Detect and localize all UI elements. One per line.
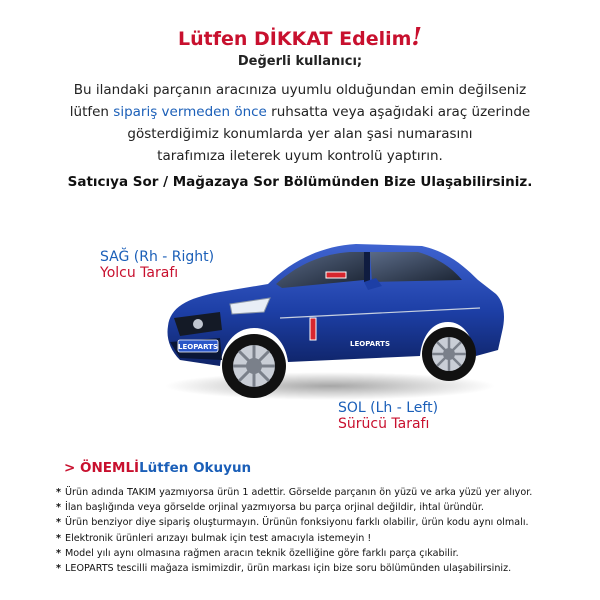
contact-instruction: Satıcıya Sor / Mağazaya Sor Bölümünden Bize Ulaşabilirsiniz. (67, 174, 533, 190)
bullet-star-icon: * (56, 487, 62, 498)
intro-line-4: tarafımıza ileterek uyum kontrolü yaptırın. (157, 148, 443, 164)
note-text: Ürün adında TAKIM yazmıyorsa ürün 1 adettir. Görselde parçanın ön yüzü ve arka yüzü yer alıyor. (65, 487, 533, 498)
intro-line-2-pre: lütfen (69, 104, 114, 120)
right-side-name: Yolcu Tarafı (100, 265, 179, 281)
important-notice (64, 460, 251, 476)
note-item (56, 561, 576, 576)
notice-heading-text: Lütfen DİKKAT Edelim (178, 28, 412, 50)
car-emblem (193, 319, 203, 329)
intro-line-3: gösterdiğimiz konumlarda yer alan şasi numarasını (127, 126, 473, 142)
vin-marker-windshield (326, 272, 346, 278)
intro-paragraph (40, 79, 560, 167)
plate-text: LEOPARTS (178, 343, 218, 351)
note-item (56, 500, 576, 515)
bullet-star-icon: * (56, 547, 62, 559)
notice-heading (0, 22, 600, 51)
bullet-star-icon: * (56, 563, 62, 575)
right-side-code: SAĞ (Rh - Right) (100, 249, 215, 265)
exclamation-mark: ! (411, 22, 422, 51)
important-text: Lütfen Okuyun (139, 460, 252, 476)
note-text: LEOPARTS tescilli mağaza ismimizdir, ürün markası için bize soru bölümünden ulaşabilirsiniz. (65, 563, 512, 575)
left-side-code: SOL (Lh - Left) (338, 400, 439, 416)
bullet-star-icon: * (56, 517, 62, 529)
door-text: LEOPARTS (350, 340, 390, 348)
note-item (56, 546, 576, 561)
car-pillar (364, 252, 370, 282)
vin-marker-door (310, 318, 316, 340)
rear-wheel (422, 327, 476, 381)
important-prefix: > ÖNEMLİ (64, 460, 140, 476)
note-text: Elektronik ürünleri arızayı bulmak için test amacıyla istemeyin ! (65, 532, 372, 544)
front-wheel (222, 334, 286, 398)
note-text: Model yılı aynı olmasına rağmen aracın teknik özelliğine göre farklı parça çıkabilir. (65, 547, 459, 559)
left-side-label (338, 400, 438, 432)
intro-line-2-post: ruhsatta veya aşağıdaki araç üzerinde (266, 104, 531, 120)
car-illustration (160, 222, 510, 407)
note-text: İlan başlığında veya görselde orjinal yazmıyorsa bu parça orjinal değildir, ihtal üründür. (65, 502, 484, 514)
note-item (56, 485, 576, 500)
note-text: Ürün benziyor diye sipariş oluşturmayın. Ürünün fonksiyonu farklı olabilir, ürün kodu aynı olmalı. (65, 517, 529, 529)
note-item (56, 531, 576, 546)
notes-list (56, 485, 576, 576)
greeting: Değerli kullanıcı; (237, 54, 363, 69)
intro-line-1: Bu ilandaki parçanın aracınıza uyumlu olduğundan emin değilseniz (73, 82, 527, 98)
left-side-name: Sürücü Tarafı (338, 416, 430, 432)
intro-highlight: sipariş vermeden önce (113, 104, 267, 120)
intro-line-2 (40, 101, 560, 123)
bullet-star-icon: * (56, 502, 62, 514)
bullet-star-icon: * (56, 532, 62, 544)
note-item (56, 515, 576, 530)
